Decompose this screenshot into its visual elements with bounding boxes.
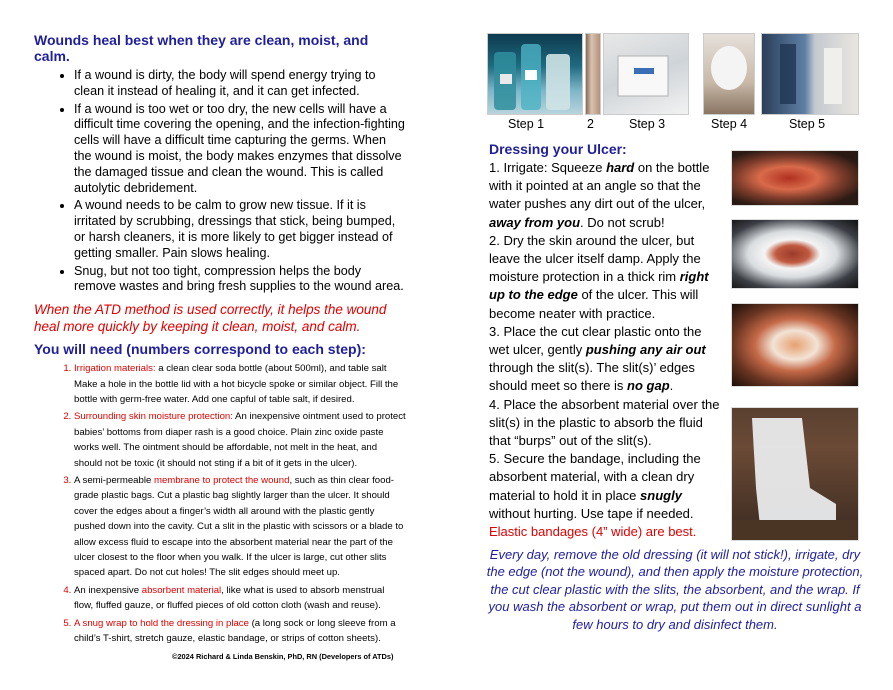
photo-ulcer-moisture-rim <box>731 219 859 289</box>
step-photos <box>487 33 859 115</box>
dressing-step-1: 1. Irrigate: Squeeze hard on the bottle with it pointed at an angle so that the water pushes any dirt out of the ulcer, away from you. Do not scrub! <box>489 160 710 230</box>
step-label-3: Step 3 <box>629 117 666 131</box>
wounds-heading: Wounds heal best when they are clean, moist, and calm. <box>34 32 369 64</box>
dressing-step-3: 3. Place the cut clear plastic onto the wet ulcer, gently pushing any air out through the slit(s). The slit(s)’ edges should meet so there is no gap. <box>489 323 706 394</box>
daily-care-note: Every day, remove the old dressing (it will not stick!), irrigate, dry the edge (not the wound), and then apply the moisture protection, the cut clear plastic with the slits, the absorbent, and the wrap. If you wash the absorbent or wrap, put them out in direct sunlight a few hours to dry and disinfect them. <box>486 547 864 632</box>
photo-wrapped-ankle <box>731 407 859 541</box>
dressing-step-2: 2. Dry the skin around the ulcer, but leave the ulcer itself damp. Apply the moisture protection in a thick rim right up to the edge of the ulcer. This will become neater with practice. <box>489 232 709 321</box>
photo-ointment-tube <box>585 33 601 115</box>
need-item-3: 3. A semi-permeable membrane to protect the wound, such as thin clear food-grade plastic bags. Cut a plastic bag slightly larger than the ulcer. It should cover the edges about a finger’s width all around with the plastic gently pushed down into the cavity. Cut a slit in the plastic with scissors or a blade to allow excess fluid to escape into the absorbent material near the part of the ulcer closest to the floor when you walk. If the ulcer is large, cut other slits spaced apart. Do not cut holes! The slit edges should meet up. <box>74 473 406 581</box>
step-label-4: Step 4 <box>711 117 748 131</box>
dressing-instructions <box>489 141 721 541</box>
need-item-5: 5. A snug wrap to hold the dressing in place (a long sock or long sleeve from a child’s T-shirt, stretch gauze, elastic bandage, or strips of cotton sheets). <box>74 616 406 647</box>
photo-ulcer-plastic <box>731 303 859 387</box>
copyright: ©2024 Richard & Linda Benskin, PhD, RN (Developers of ATDs) <box>172 652 394 661</box>
step-labels <box>487 117 859 133</box>
bullet-compression: • Snug, but not too tight, compression helps the body remove wastes and bring fresh supplies to the wound area. <box>74 264 406 296</box>
wound-bullets <box>34 68 406 295</box>
need-item-2: 2. Surrounding skin moisture protection: An inexpensive ointment used to protect babies’ bottoms from diaper rash is a good choice. Plain zinc oxide paste works well. The ointment should be affordable, not melt in the heat, and should not be toxic (it should not sting if a bit of it gets in the ulcer). <box>74 409 406 471</box>
dressing-step-4: 4. Place the absorbent material over the slit(s) in the plastic to absorb the fluid that “burps” out of the slit(s). <box>489 396 720 449</box>
step-label-2: 2 <box>587 117 594 131</box>
step-label-5: Step 5 <box>789 117 826 131</box>
left-column <box>34 32 406 648</box>
bullet-moisture: • If a wound is too wet or too dry, the new cells will have a difficult time covering the opening, and the infection-fighting cells will have a difficult time capturing the germs. When the wound is moist, the body makes enzymes that dissolve the damaged tissue and clean the wound. This is called autolytic debridement. <box>74 102 406 197</box>
photo-irrigation-bottles <box>487 33 583 115</box>
step-label-1: Step 1 <box>508 117 545 131</box>
need-heading: You will need (numbers correspond to each step): <box>34 341 366 358</box>
photo-wrapped-leg <box>761 33 859 115</box>
need-item-4: 4. An inexpensive absorbent material, like what is used to absorb menstrual flow, fluffed gauze, or fluffed pieces of old cotton cloth (wash and reuse). <box>74 583 406 614</box>
need-item-1: 1. Irrigation materials: a clean clear soda bottle (about 500ml), and table salt Make a hole in the bottle lid with a hot bicycle spoke or similar object. Fill the bottle with germ-free water. Add one capful of table salt, if desired. <box>74 361 406 407</box>
needs-list <box>34 361 406 646</box>
photo-absorbent-gauze <box>703 33 755 115</box>
elastic-bandage-note: Elastic bandages (4” wide) are best. <box>489 524 697 540</box>
photo-ulcer-irrigate <box>731 150 859 206</box>
bullet-dirty: • If a wound is dirty, the body will spend energy trying to clean it instead of healing it, and it can get infected. <box>74 68 406 100</box>
bullet-calm: • A wound needs to be calm to grow new tissue. If it is irritated by scrubbing, dressings that stick, being bumped, or harsh cleaners, it is more likely to get bigger instead of getting smaller. Pain slows healing. <box>74 198 406 261</box>
atd-note: When the ATD method is used correctly, it helps the wound heal more quickly by keeping it clean, moist, and calm. <box>34 302 387 335</box>
dressing-heading: Dressing your Ulcer: <box>489 141 627 157</box>
photo-plastic-bags <box>603 33 689 115</box>
dressing-step-5: 5. Secure the bandage, including the absorbent material, with a clean dry material to hold it in place snugly without hurting. Use tape if needed. <box>489 451 701 521</box>
